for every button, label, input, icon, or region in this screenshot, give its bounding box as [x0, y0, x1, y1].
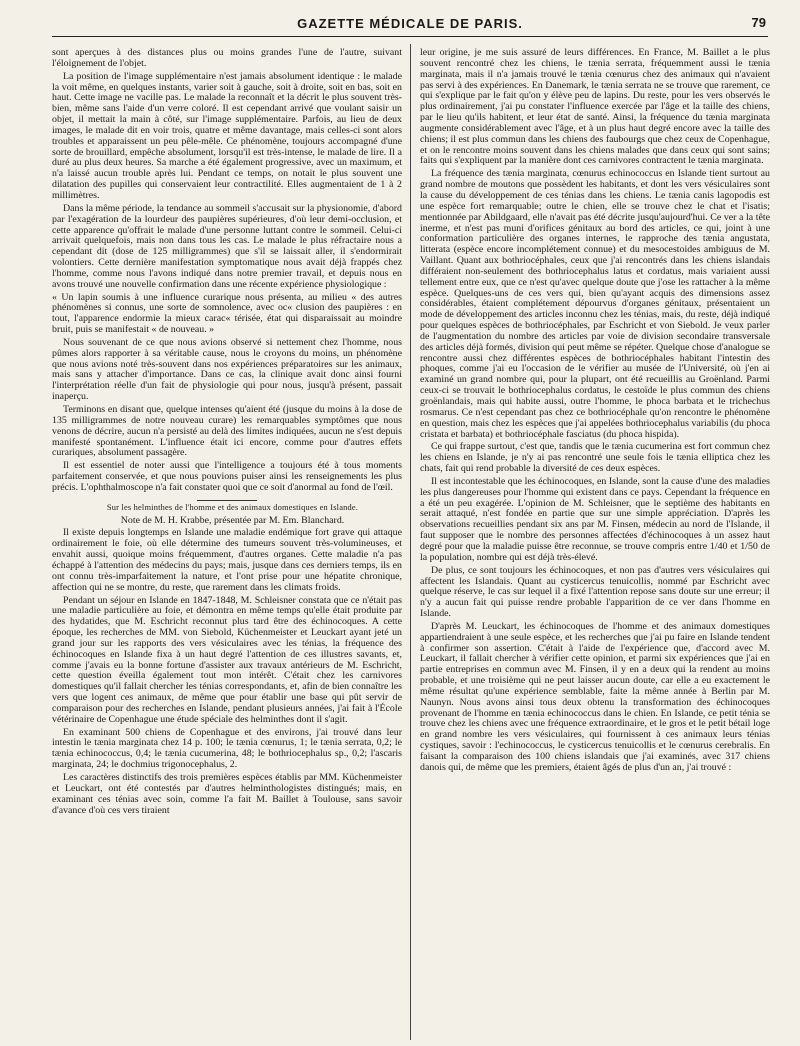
- section-rule: [197, 500, 257, 501]
- paragraph: Les caractères distinctifs des trois premières espèces établis par MM. Küchenmeister et Leuckart, ont été contestés par d'autres helminthologistes distingués; mais, en examinant ces ténias avec soin, comme l'a fait M. Baillet à Toulouse, sans savoir d'avance d'où ces vers tiraient: [52, 772, 402, 816]
- paragraph: Nous souvenant de ce que nous avions observé si nettement chez l'homme, nous pûmes alors rapporter à sa véritable cause, nous le croyons du moins, un phénomène que nous avions noté très-souvent dans nos expériences préparatoires sur les animaux, mais sans y attacher d'importance. Dans ce cas, la clinique avait donc ainsi fourni l'interprétation réelle d'un fait de physiologie qui pour nous, jusqu'à présent, passait inaperçu.: [52, 336, 402, 403]
- paragraph: En examinant 500 chiens de Copenhague et des environs, j'ai trouvé dans leur intestin le tænia marginata chez 14 p. 100; le tænia cœnurus, 1; le tænia serrata, 0,2; le tænia echinococcus, 0,4; le tænia cucumerina, 48; le bothriocephalus sp., 0,2; l'ascaris marginata, 24; le dochmius trigonocephalus, 2.: [52, 726, 402, 771]
- paragraph: La position de l'image supplémentaire n'est jamais absolument identique : le malade la voit même, en quelques instants, varier soit à gauche, soit à droite, soit en bas, soit en haut. Cette image ne vacille pas. Le malade la reconnaît et la décrit le plus souvent très-bien, même sans l'aide d'un verre coloré. Il est cependant arrivé que voulant saisir un objet, il mettait la main à côté, sur l'image supplémentaire. Parfois, au lieu de deux images, le malade dit en voir trois, quatre et même davantage, mais celles-ci sont alors troubles et apparaissent un peu pêle-mêle. Ce phénomène, toujours accompagné d'une sorte de brouillard, empêche absolument, lorsqu'il est très-intense, le malade de lire. Il a duré au plus deux heures. Sa marche a été également progressive, avec un maximum, et n'a laissé aucun trouble après lui. Pendant ce temps, on notait le plus souvent une dilatation des pupilles qui conservaient leur contractilité. Elles augmentaient de 1 à 2 millimètres.: [52, 70, 402, 201]
- paragraph: D'après M. Leuckart, les échinocoques de l'homme et des animaux domestiques appartiendraient à une seule espèce, et les recherches que j'ai pu faire en Islande tendent à confirmer son assertion. C'était à l'aide de l'expérience que, d'accord avec M. Leuckart, il fallait chercher à vérifier cette opinion, et parmi six expériences que j'ai en partie entreprises en commun avec M. Finsen, il y en a deux qui la rendent au moins probable, et une troisième qui ne peut laisser aucun doute, car elle a eu exactement le même résultat qu'une expérience semblable, faite la même année à Berlin par M. Naunyn. Nous avons ainsi tous deux obtenu la transformation des échinocoques provenant de l'homme en tænia echinococcus dans le chien. En Islande, ce petit ténia se trouve chez les chiens avec une fréquence extraordinaire, et le gros et le petit bétail loge en grand nombre les vers vésiculaires, qui fournissent à ces animaux leurs ténias cystiques, savoir : l'echinococcus, le cysticercus tenuicollis et le cœnurus cerebralis. En faisant la comparaison des 100 chiens islandais que j'ai examinés, avec 317 chiens danois qui, de même que les premiers, étaient âgés de plus d'un an, j'ai trouvé :: [420, 620, 770, 773]
- paragraph: Ce qui frappe surtout, c'est que, tandis que le tænia cucumerina est fort commun chez les chiens en Islande, je n'y ai pas rencontré une seule fois le tænia elliptica chez les chats, fait qui rend probable la diversité de ces deux espèces.: [420, 441, 770, 475]
- journal-title: GAZETTE MÉDICALE DE PARIS.: [297, 16, 523, 31]
- paragraph: Pendant un séjour en Islande en 1847-1848, M. Schleisner constata que ce n'était pas une maladie particulière au foie, et démontra en même temps qu'elle était produite par des hydatides, que M. Eschricht reconnut plus tard être des échinocoques. A cette époque, les recherches de MM. von Siebold, Küchenmeister et Leuckart ayant jeté un grand jour sur les rapports des vers vésiculaires avec les ténias, la fréquence des échinocoques en Islande fixa à un haut degré l'attention de ces illustres savants, et, comme j'avais eu la bonne fortune d'assister aux travaux antérieurs de M. Eschricht, cette question éveilla également tout mon intérêt. C'était chez les carnivores domestiques qu'il fallait chercher les ténias correspondants, et, afin de bien connaître les vers que logent ces animaux, de même que pour établir une base qui pût servir de comparaison pour des recherches en Islande, pendant plusieurs années, j'ai fait à l'École vétérinaire de Copenhague une étude spéciale des helminthes dont il s'agit.: [52, 594, 402, 725]
- paragraph: Il est incontestable que les échinocoques, en Islande, sont la cause d'une des maladies les plus dangereuses pour l'homme qui existent dans ce pays. Cependant la fréquence en a été un peu exagérée. L'opinion de M. Schleisner, que le septième des habitants en serait attaqué, n'est fondée en partie que sur une simple appréciation. D'après les observations recueillies pendant six ans par M. Finsen, médecin au nord de l'Islande, il faut supposer que le nombre des personnes affectées d'échinocoques à un assez haut degré pour que la maladie puisse être reconnue, se trouve compris entre 1/40 et 1/50 de la population, nombre qui est déjà très-élevé.: [420, 475, 770, 563]
- paragraph: La fréquence des tænia marginata, cœnurus echinococcus en Islande tient surtout au grand nombre de moutons que possèdent les habitants, et dont les vers vésiculaires sont la cause du développement de ces ténias dans les chiens. Le tænia canis lagopodis est une espèce fort remarquable; outre le chien, elle se trouve chez le chat et l'isatis; mentionnée par Abildgaard, elle n'avait pas été décrite jusqu'aujourd'hui. Ce ver a la tête inerme, et n'est pas muni d'orifices génitaux au bord des articles, ce qui, joint à une conformation particulière des organes internes, le rapproche des tænia angustata, litterata (espèce encore incomplétement connue) et du mesocestoides ambiguus de M. Vaillant. Quant aux bothriocéphales, ceux que j'ai rencontrés dans les chiens islandais différaient non-seulement des bothriocephalus latus et cordatus, mais variaient aussi tellement entre eux, que ce n'est qu'avec quelque doute que j'ose les rattacher à la même espèce. Quelques-uns de ces vers qui, bien qu'ayant acquis des dimensions assez considérables, étaient complétement dépourvus d'organes génitaux, présentaient un mode de développement des articles inconnu chez les ténias, mais, du reste, déjà indiqué pour quelques espèces de bothriocéphales, par Eschricht et von Siebold. Je veux parler de l'augmentation du nombre des articles par voie de division secondaire transversale des articles déjà formés, division qui peut même se répéter. Quelque chose d'analogue se rencontre aussi chez différentes espèces de bothriocéphales habitant l'intestin des phoques, comme j'ai eu l'occasion de le vérifier au musée de l'Université, où j'en ai examiné un grand nombre qui, pour la plupart, ont été recueillis au Groënland. Parmi ceux-ci se trouvait le bothriocephalus cordatus, le cestoïde le plus commun des chiens groënlandais, mais qui habite aussi, outre l'homme, le phoca barbata et le trichechus rosmarus. Ce n'est cependant pas chez ce bothriocéphale qu'on rencontre le phénomène en question, mais chez les espèces que j'ai appelées bothriocephalus variabilis (du phoca cristata et barbata) et bothriocéphale fasciatus (du phoca hispida).: [420, 168, 770, 440]
- paragraph: leur origine, je me suis assuré de leurs différences. En France, M. Baillet a le plus souvent rencontré chez les chiens, le tænia serrata, fréquemment aussi le tænia marginata, mais il n'a jamais trouvé le tænia cœnurus chez des animaux qui n'avaient pas servi à des expériences. En Danemark, le tænia serrata ne se trouve que rarement, ce qui s'explique par le fait qu'on y élève peu de lapins. Du reste, pour les vers observés le plus ordinairement, j'ai pu constater l'influence exercée par l'âge et la taille des chiens, par le lieu qu'ils habitent, et leur état de santé. Ainsi, la fréquence du tænia marginata augmente considérablement avec l'âge, et à un plus haut degré encore avec la taille des chiens; il est plus commun dans les chiens des faubourgs que chez ceux de Copenhague, et on le rencontre moins souvent dans les chiens malades que dans ceux qui sont sains; faits qui s'expliquent par la manière dont ces carnivores contractent le tænia marginata.: [420, 48, 770, 167]
- quotation: « Un lapin soumis à une influence curarique nous présenta, au milieu « des autres phénomènes si connus, une sorte de somnolence, avec oc« clusion des paupières : en tout, l'apparence endormie la mieux carac« térisée, état qui disparaissait au moindre bruit, puis se manifestait « de nouveau. »: [52, 291, 402, 336]
- paragraph: Dans la même période, la tendance au sommeil s'accusait sur la physionomie, d'abord par l'exagération de la lourdeur des paupières supérieures, d'où leur demi-occlusion, et cette apparence qu'offrait le malade d'une personne luttant contre le sommeil. Celui-ci arrivait quelquefois, mais non dans tous les cas. Le malade le plus réfractaire nous a cependant dit (dose de 125 milligrammes) que s'il se laissait aller, il s'endormirait volontiers. Cette dernière manifestation symptomatique nous avait déjà frappés chez l'homme, comme nous l'avons indiqué dans notre premier travail, et depuis nous en avons trouvé une nouvelle confirmation dans une récente expérience physiologique :: [52, 202, 402, 290]
- paragraph: De plus, ce sont toujours les échinocoques, et non pas d'autres vers vésiculaires qui affectent les Islandais. Quant au cysticercus tenuicollis, nommé par Eschricht avec quelque réserve, le cas sur lequel il a fixé l'attention repose sans doute sur une erreur; il n'y a aucun fait qui puisse rendre probable l'apparition de ce ver dans l'homme en Islande.: [420, 564, 770, 620]
- paragraph: Il est essentiel de noter aussi que l'intelligence a toujours été à tous moments parfaitement conservée, et que nous pouvions puiser ainsi les renseignements les plus précis. L'ophthalmoscope n'a fait constater quoi que ce soit d'anormal au fond de l'œil.: [52, 460, 402, 493]
- paragraph: Terminons en disant que, quelque intenses qu'aient été (jusque du moins à la dose de 135 milligrammes de notre nouveau curare) les remarquables symptômes que nous venons de décrire, aucun n'a persisté au delà des limites indiquées, aucun ne s'est depuis manifesté spontanément. L'influence était ici encore, comme pour d'autres effets curariques, absolument passagère.: [52, 404, 402, 459]
- right-column: [420, 48, 770, 1038]
- left-column: [52, 48, 402, 1038]
- paragraph: sont aperçues à des distances plus ou moins grandes l'une de l'autre, suivant l'éloignement de l'objet.: [52, 48, 402, 69]
- column-divider: [410, 44, 411, 1040]
- paragraph: Il existe depuis longtemps en Islande une maladie endémique fort grave qui attaque ordinairement le foie, où elle détermine des tumeurs souvent très-volumineuses, et envahit aussi, quoique moins fréquemment, d'autres organes. Cette maladie n'a pas échappé à l'attention des médecins du pays; mais, jusque dans ces derniers temps, ils en ont connu très-imparfaitement la nature, et l'ont prise pour une hépatite chronique, affection qui ne se montre, du reste, que rarement dans les climats froids.: [52, 527, 402, 593]
- section-title: Sur les helminthes de l'homme et des animaux domestiques en Islande.: [106, 502, 359, 512]
- page-number: 79: [751, 15, 766, 30]
- page-header: [52, 14, 768, 37]
- section-subtitle: Note de M. H. Krabbe, présentée par M. Em. Blanchard.: [120, 514, 345, 526]
